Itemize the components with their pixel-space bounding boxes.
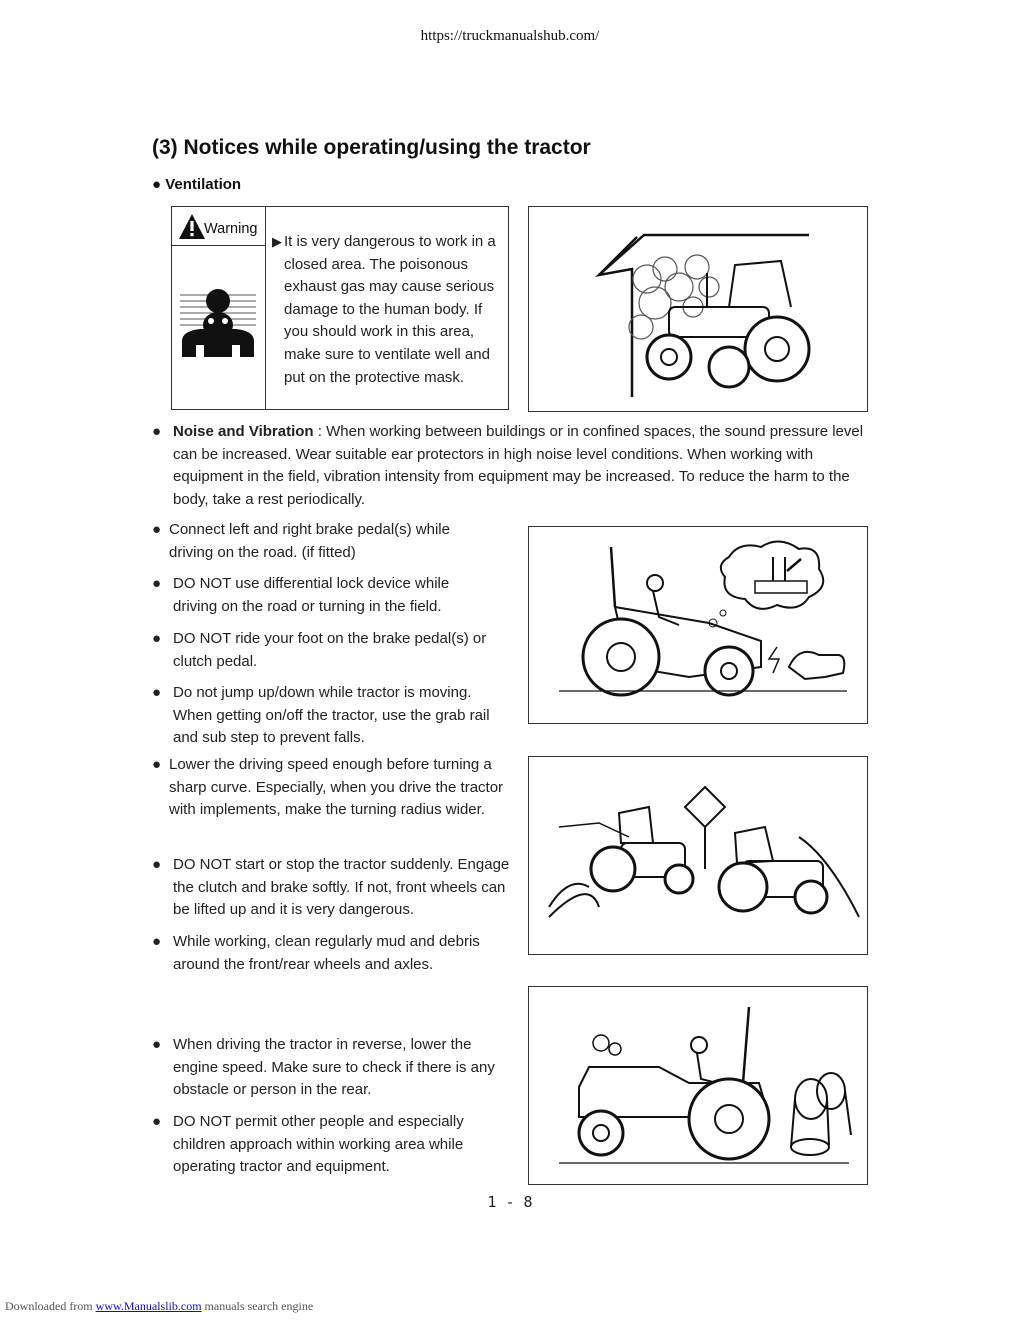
page-number: 1 - 8 bbox=[487, 1193, 533, 1211]
source-url: https://truckmanualshub.com/ bbox=[420, 28, 600, 44]
bullet-glyph: ● bbox=[152, 856, 162, 873]
warning-triangle-icon bbox=[178, 213, 206, 240]
illustration-sharp-curve bbox=[528, 756, 868, 955]
tractor-in-building-drawing bbox=[529, 207, 867, 411]
reverse-driving-drawing bbox=[529, 987, 867, 1184]
illustration-brake-pedals bbox=[528, 526, 868, 724]
illustration-reverse-driving bbox=[528, 986, 868, 1185]
list-item-text: When driving the tractor in reverse, lower the engine speed. Make sure to check if there is any obstacle or person in the rear. bbox=[173, 1036, 495, 1098]
bullet-glyph: ● bbox=[152, 630, 162, 647]
list-item-text: DO NOT use differential lock device while driving on the road or turning in the field. bbox=[173, 575, 450, 615]
bullet-glyph: ● bbox=[152, 575, 162, 592]
list-item-text: DO NOT permit other people and especially children approach within working area while operating tractor and equipment. bbox=[173, 1113, 464, 1175]
footer-prefix: Downloaded from bbox=[5, 1299, 96, 1313]
list-item-text: DO NOT start or stop the tractor suddenly. Engage the clutch and brake softly. If not, front wheels can be lifted up and it is very dangerous. bbox=[173, 856, 510, 918]
ventilation-heading-label: Ventilation bbox=[165, 176, 242, 193]
noise-vibration-text bbox=[173, 421, 873, 511]
warning-label: Warning bbox=[204, 221, 258, 237]
bullet-glyph: ● bbox=[152, 684, 162, 701]
gas-mask-person-icon bbox=[180, 287, 256, 357]
bullet-glyph: ● bbox=[152, 176, 162, 193]
warning-header-divider bbox=[172, 245, 265, 246]
warning-text-body: It is very dangerous to work in a closed area. The poisonous exhaust gas may cause serious damage to the human body. If you should work in this area, make sure to ventilate well and put on the protective mask. bbox=[284, 233, 496, 386]
bullet-glyph: ● bbox=[152, 423, 162, 440]
list-item-text: Connect left and right brake pedal(s) while driving on the road. (if fitted) bbox=[169, 521, 450, 561]
download-footer bbox=[5, 1299, 313, 1314]
sharp-curve-drawing bbox=[529, 757, 867, 954]
bullet-glyph: ● bbox=[152, 1113, 162, 1130]
warning-box bbox=[171, 206, 509, 410]
warning-text bbox=[272, 231, 504, 389]
arrow-glyph: ▶ bbox=[272, 234, 282, 249]
list-item-text: Lower the driving speed enough before turning a sharp curve. Especially, when you drive the tractor with implements, make the turning radius wider. bbox=[169, 756, 504, 818]
manualslib-link[interactable]: www.Manualslib.com bbox=[95, 1299, 202, 1313]
bullet-glyph: ● bbox=[152, 521, 162, 538]
ventilation-heading bbox=[152, 176, 241, 193]
bullet-glyph: ● bbox=[152, 933, 162, 950]
section-title: (3) Notices while operating/using the tractor bbox=[152, 136, 591, 159]
footer-suffix: manuals search engine bbox=[201, 1299, 314, 1313]
brake-pedals-drawing bbox=[529, 527, 867, 723]
noise-vibration-heading: Noise and Vibration bbox=[173, 423, 314, 440]
bullet-glyph: ● bbox=[152, 756, 162, 773]
list-item-text: Do not jump up/down while tractor is moving. When getting on/off the tractor, use the grab rail and sub step to prevent falls. bbox=[173, 684, 490, 746]
warning-box-divider bbox=[265, 207, 266, 409]
list-item-text: While working, clean regularly mud and debris around the front/rear wheels and axles. bbox=[173, 933, 480, 973]
list-item-text: DO NOT ride your foot on the brake pedal(s) or clutch pedal. bbox=[173, 630, 487, 670]
illustration-tractor-in-building bbox=[528, 206, 868, 412]
bullet-glyph: ● bbox=[152, 1036, 162, 1053]
noise-vibration-body: : When working between buildings or in confined spaces, the sound pressure level can be increased. Wear suitable ear protectors in high noise level conditions. When working with equipment in the field, vibration intensity from equipment may be increased. To reduce the harm to the body, take a rest periodically. bbox=[173, 423, 864, 508]
